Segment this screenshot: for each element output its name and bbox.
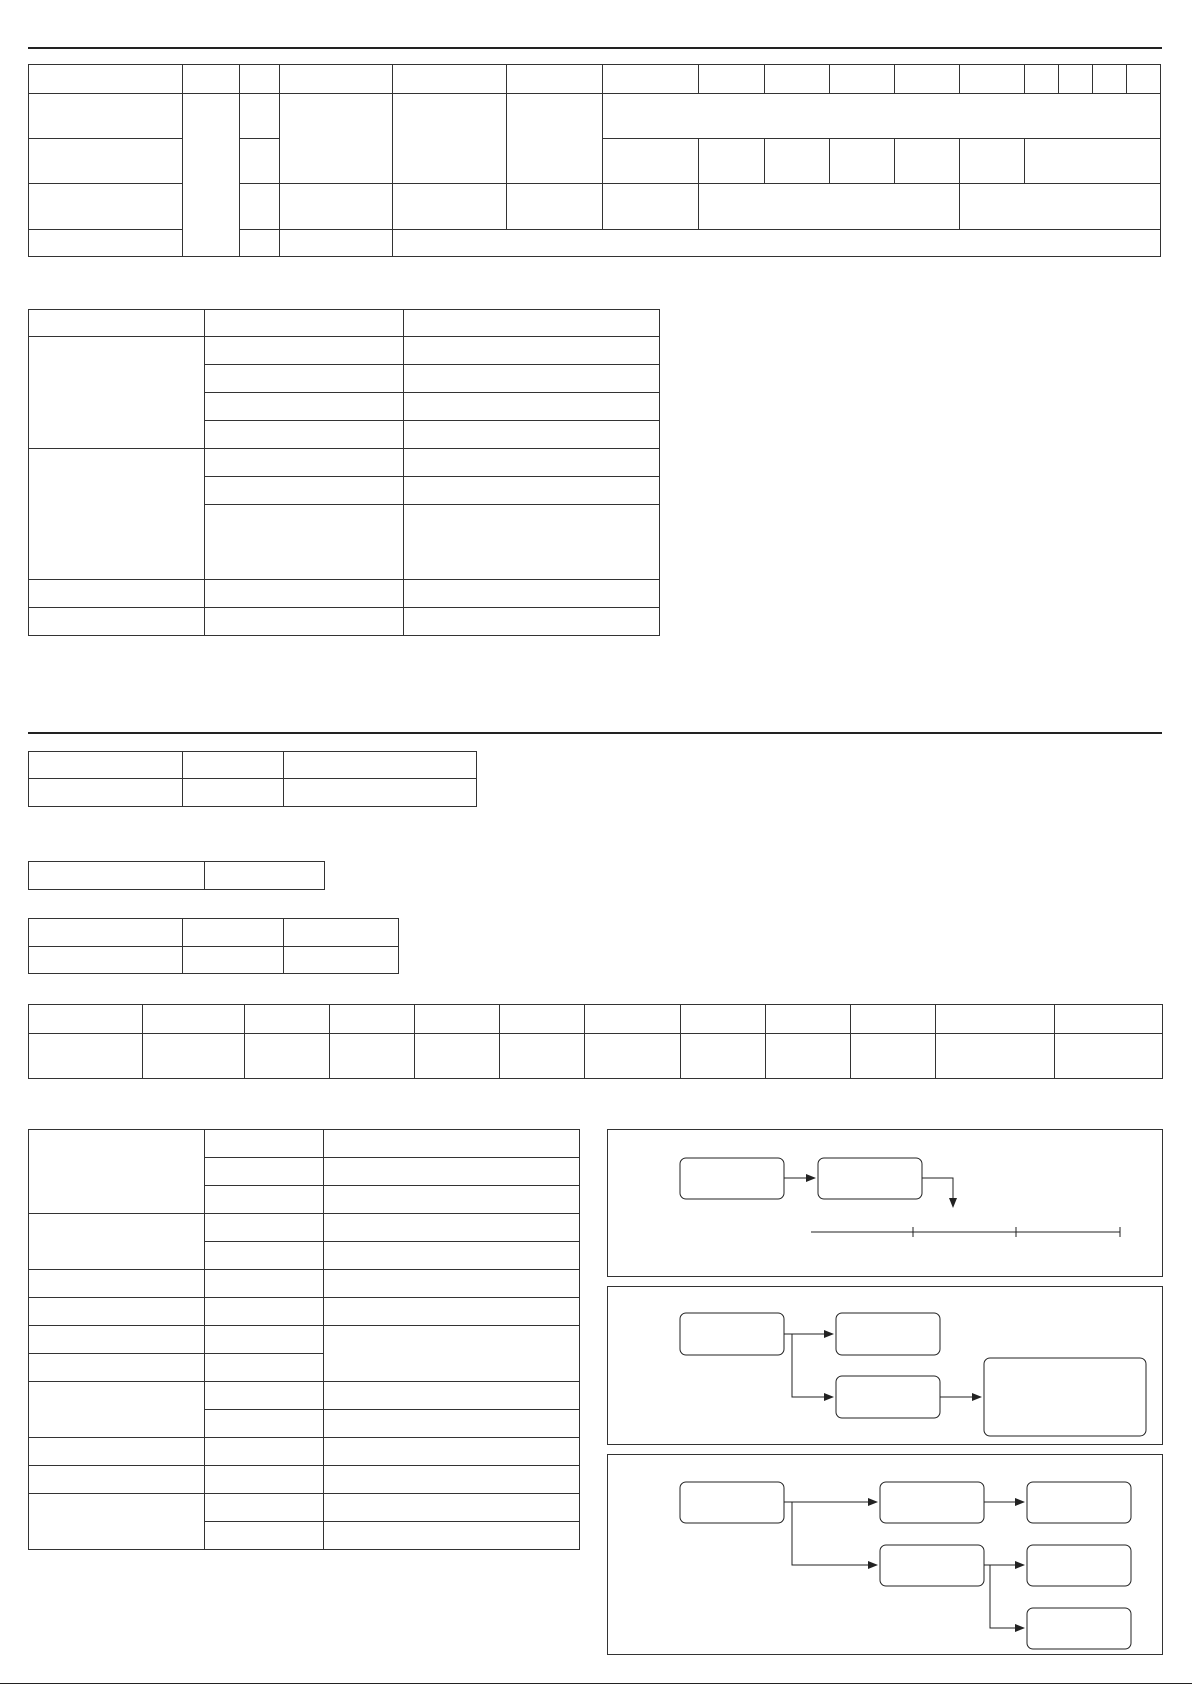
table-cell xyxy=(29,1466,205,1494)
table-row xyxy=(29,919,399,947)
table-cell xyxy=(205,1158,324,1186)
table-cell xyxy=(205,1326,324,1354)
table-cell xyxy=(415,1005,500,1034)
table-cell xyxy=(205,1494,324,1522)
table-cell xyxy=(404,337,660,365)
table-cell xyxy=(404,393,660,421)
table-cell xyxy=(404,505,660,580)
table-cell xyxy=(205,862,325,890)
table-cell xyxy=(205,365,404,393)
table-cell xyxy=(205,1214,324,1242)
table-cell xyxy=(324,1214,580,1242)
table-cell xyxy=(29,184,183,230)
main-grid-header-row xyxy=(29,65,1161,94)
flow-arrow xyxy=(792,1334,833,1397)
table-cell xyxy=(205,580,404,608)
table-cell xyxy=(324,1522,580,1550)
table-cell xyxy=(29,94,183,139)
table-row xyxy=(29,862,325,890)
table-row xyxy=(29,947,399,974)
table-cell xyxy=(240,230,280,257)
table-cell xyxy=(205,1438,324,1466)
table-cell xyxy=(324,1130,580,1158)
flow-box xyxy=(1027,1545,1131,1586)
table-cell xyxy=(143,1034,245,1079)
table-cell xyxy=(280,94,393,184)
table-cell xyxy=(245,1005,330,1034)
table-cell xyxy=(766,1034,851,1079)
table-cell xyxy=(603,184,699,230)
flow-box xyxy=(836,1376,940,1418)
table-row xyxy=(29,1494,580,1522)
flow-diagram-3-svg xyxy=(608,1455,1164,1656)
table-cell xyxy=(585,1005,681,1034)
table-cell xyxy=(205,608,404,636)
flow-box xyxy=(680,1482,784,1523)
table-cell xyxy=(205,449,404,477)
table-cell xyxy=(324,1494,580,1522)
table-cell xyxy=(330,1034,415,1079)
table-cell xyxy=(205,1242,324,1270)
table-cell xyxy=(324,1186,580,1214)
table-cell xyxy=(29,1270,205,1298)
wide-table xyxy=(28,1004,1163,1079)
flow-arrow xyxy=(792,1502,877,1565)
table-row xyxy=(29,1130,580,1158)
table-row xyxy=(29,1270,580,1298)
table-row xyxy=(29,94,1161,139)
table-cell xyxy=(143,1005,245,1034)
table-row xyxy=(29,1298,580,1326)
table-cell xyxy=(205,1410,324,1438)
table-cell xyxy=(393,230,1161,257)
table-cell xyxy=(1055,1005,1163,1034)
table-cell xyxy=(851,1005,936,1034)
table-cell xyxy=(830,65,895,94)
table-cell xyxy=(29,1298,205,1326)
table-cell xyxy=(280,184,393,230)
small-table-b xyxy=(28,861,325,890)
table-cell xyxy=(330,1005,415,1034)
table-cell xyxy=(393,94,507,184)
table-cell xyxy=(205,310,404,337)
table-cell xyxy=(324,1270,580,1298)
table-cell xyxy=(681,1034,766,1079)
table-cell xyxy=(183,65,240,94)
table-cell xyxy=(960,184,1161,230)
flow-box xyxy=(880,1545,984,1586)
table-cell xyxy=(324,1382,580,1410)
table-cell xyxy=(936,1034,1055,1079)
spec-table xyxy=(28,309,660,636)
table-cell xyxy=(404,310,660,337)
table-cell xyxy=(284,752,477,779)
flow-diagram-1 xyxy=(607,1129,1163,1277)
flow-arrow xyxy=(990,1565,1024,1628)
table-cell xyxy=(29,230,183,257)
table-cell xyxy=(29,1354,205,1382)
table-row xyxy=(29,1005,1163,1034)
table-row xyxy=(29,337,660,365)
small-table-a xyxy=(28,751,477,807)
table-cell xyxy=(895,65,960,94)
table-cell xyxy=(1059,65,1093,94)
table-row xyxy=(29,1438,580,1466)
table-cell xyxy=(205,1130,324,1158)
table-cell xyxy=(29,449,205,580)
table-cell xyxy=(240,184,280,230)
table-cell xyxy=(507,65,603,94)
table-cell xyxy=(507,94,603,184)
table-cell xyxy=(585,1034,681,1079)
table-cell xyxy=(205,1298,324,1326)
table-cell xyxy=(936,1005,1055,1034)
table-cell xyxy=(699,139,765,184)
table-cell xyxy=(324,1158,580,1186)
small-table-c xyxy=(28,918,399,974)
table-cell xyxy=(284,779,477,807)
table-row xyxy=(29,1214,580,1242)
table-cell xyxy=(29,608,205,636)
table-cell xyxy=(1055,1034,1163,1079)
table-cell xyxy=(404,365,660,393)
table-cell xyxy=(404,580,660,608)
table-cell xyxy=(205,1382,324,1410)
flow-diagram-1-svg xyxy=(608,1130,1164,1278)
table-cell xyxy=(699,184,960,230)
table-cell xyxy=(183,779,284,807)
table-cell xyxy=(29,752,183,779)
footer-rule xyxy=(0,1683,1192,1684)
table-cell xyxy=(29,1034,143,1079)
table-cell xyxy=(895,139,960,184)
table-cell xyxy=(284,919,399,947)
table-cell xyxy=(603,139,699,184)
table-cell xyxy=(500,1034,585,1079)
table-cell xyxy=(205,1186,324,1214)
bottom-section-rule xyxy=(28,732,1162,734)
table-cell xyxy=(500,1005,585,1034)
table-cell xyxy=(830,139,895,184)
table-cell xyxy=(205,421,404,449)
table-cell xyxy=(324,1438,580,1466)
table-cell xyxy=(240,65,280,94)
table-cell xyxy=(324,1466,580,1494)
table-cell xyxy=(205,393,404,421)
table-cell xyxy=(29,1005,143,1034)
table-row xyxy=(29,608,660,636)
table-cell xyxy=(766,1005,851,1034)
table-cell xyxy=(240,139,280,184)
table-cell xyxy=(183,94,240,257)
table-cell xyxy=(183,752,284,779)
flow-box xyxy=(1027,1608,1131,1649)
table-cell xyxy=(765,139,830,184)
table-cell xyxy=(29,1494,205,1550)
table-cell xyxy=(29,1326,205,1354)
table-cell xyxy=(324,1326,580,1382)
flow-arrow xyxy=(922,1178,953,1207)
table-cell xyxy=(1093,65,1127,94)
table-cell xyxy=(507,184,603,230)
table-cell xyxy=(29,65,183,94)
table-cell xyxy=(960,65,1025,94)
table-cell xyxy=(29,862,205,890)
table-cell xyxy=(205,1270,324,1298)
table-cell xyxy=(324,1242,580,1270)
table-cell xyxy=(29,337,205,449)
table-row xyxy=(29,1382,580,1410)
table-row xyxy=(29,752,477,779)
lower-table xyxy=(28,1129,580,1550)
table-row xyxy=(29,1034,1163,1079)
flow-box xyxy=(818,1158,922,1199)
table-cell xyxy=(205,1522,324,1550)
table-row xyxy=(29,779,477,807)
table-cell xyxy=(240,94,280,139)
table-cell xyxy=(280,230,393,257)
table-cell xyxy=(29,1438,205,1466)
flow-diagram-2-svg xyxy=(608,1287,1164,1446)
table-row xyxy=(29,1466,580,1494)
table-cell xyxy=(29,580,205,608)
table-cell xyxy=(404,608,660,636)
table-cell xyxy=(29,1382,205,1438)
table-cell xyxy=(205,1466,324,1494)
table-cell xyxy=(29,919,183,947)
table-cell xyxy=(205,1354,324,1382)
table-cell xyxy=(205,477,404,505)
main-grid-table xyxy=(28,64,1161,257)
flow-box xyxy=(1027,1482,1131,1523)
flow-diagram-2 xyxy=(607,1286,1163,1445)
table-cell xyxy=(324,1298,580,1326)
table-row xyxy=(29,580,660,608)
table-cell xyxy=(183,919,284,947)
flow-box xyxy=(984,1358,1146,1436)
table-cell xyxy=(1127,65,1161,94)
table-cell xyxy=(404,477,660,505)
table-cell xyxy=(29,779,183,807)
table-cell xyxy=(29,139,183,184)
table-cell xyxy=(851,1034,936,1079)
table-cell xyxy=(393,184,507,230)
table-cell xyxy=(280,65,393,94)
table-cell xyxy=(603,94,1161,139)
table-cell xyxy=(415,1034,500,1079)
table-cell xyxy=(404,449,660,477)
table-cell xyxy=(765,65,830,94)
table-cell xyxy=(183,947,284,974)
table-cell xyxy=(681,1005,766,1034)
table-row xyxy=(29,310,660,337)
table-cell xyxy=(205,505,404,580)
flow-diagram-3 xyxy=(607,1454,1163,1655)
flow-box xyxy=(680,1158,784,1199)
table-cell xyxy=(603,65,699,94)
table-cell xyxy=(29,947,183,974)
table-cell xyxy=(324,1410,580,1438)
table-cell xyxy=(960,139,1025,184)
table-cell xyxy=(1025,65,1059,94)
table-cell xyxy=(205,337,404,365)
table-cell xyxy=(29,310,205,337)
flow-box xyxy=(836,1313,940,1355)
table-cell xyxy=(284,947,399,974)
table-cell xyxy=(29,1214,205,1270)
flow-box xyxy=(880,1482,984,1523)
table-row xyxy=(29,449,660,477)
table-cell xyxy=(699,65,765,94)
table-cell xyxy=(1025,139,1161,184)
top-section-rule xyxy=(28,47,1162,49)
flow-box xyxy=(680,1313,784,1355)
table-cell xyxy=(245,1034,330,1079)
table-cell xyxy=(393,65,507,94)
table-cell xyxy=(29,1130,205,1214)
table-cell xyxy=(404,421,660,449)
table-row xyxy=(29,1326,580,1354)
